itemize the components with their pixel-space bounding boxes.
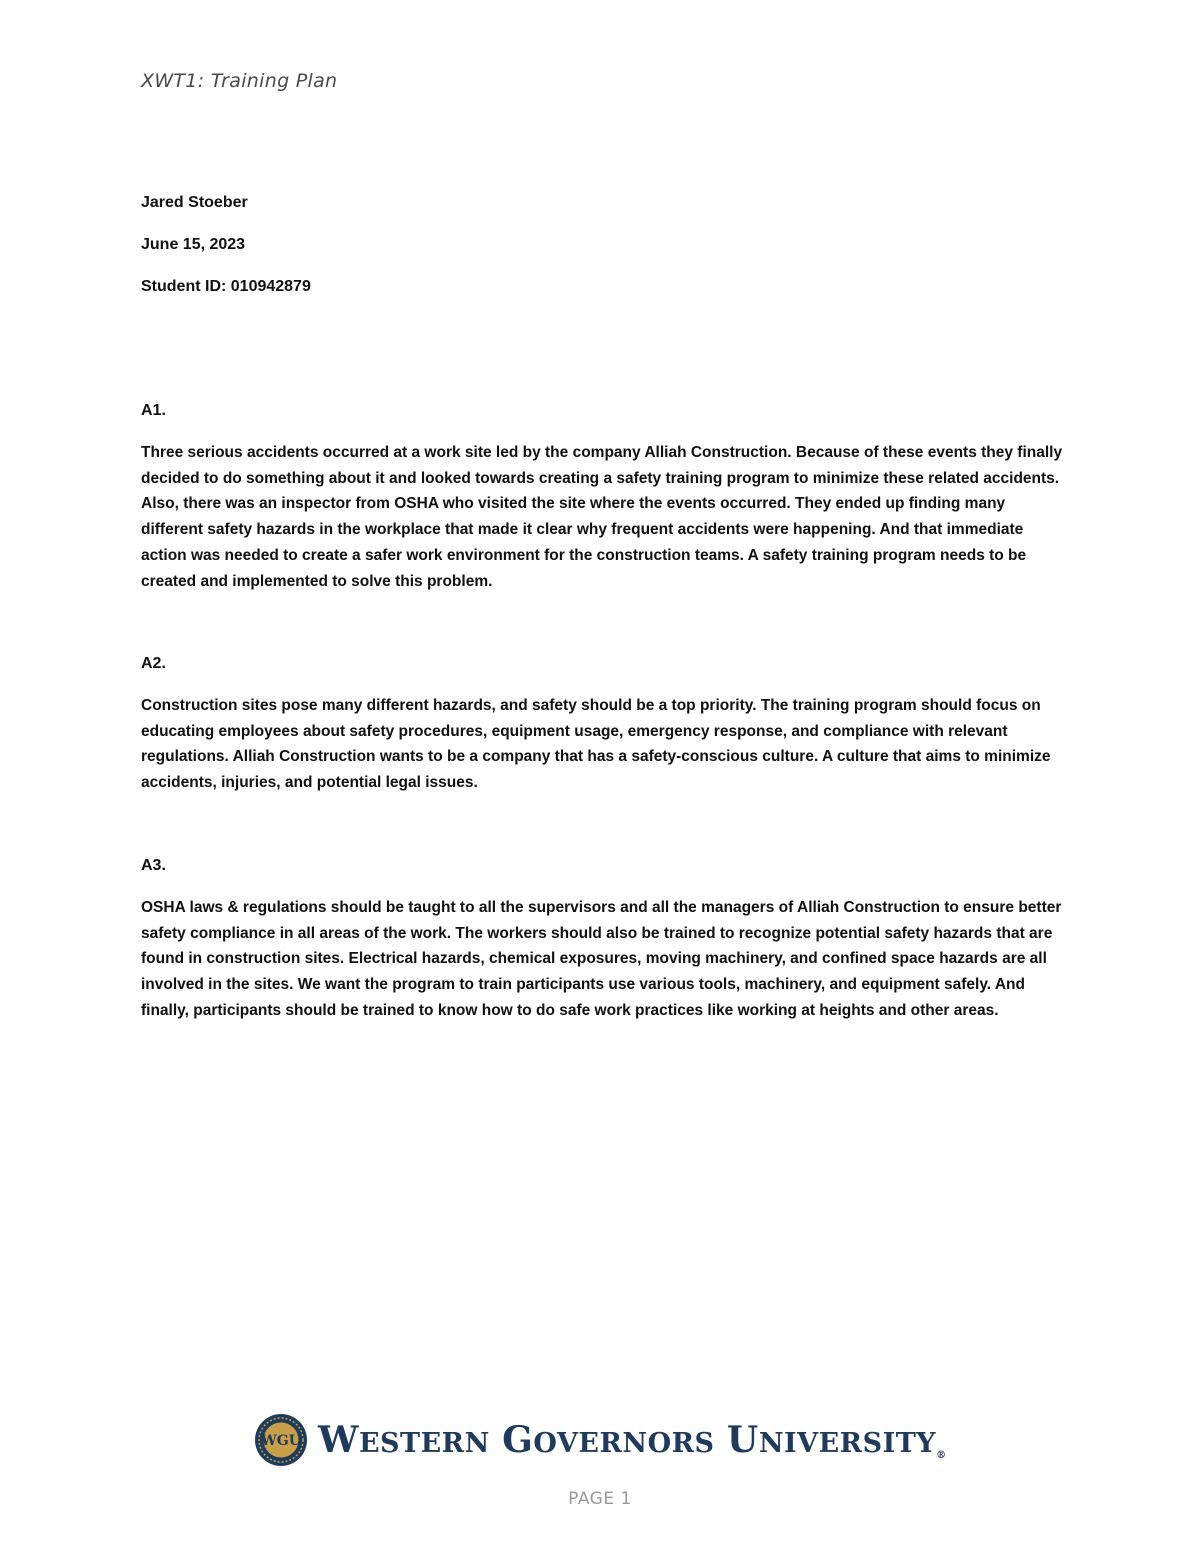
- page-number: PAGE 1: [568, 1489, 632, 1509]
- section-heading-a2: A2.: [141, 655, 166, 672]
- author-name: Jared Stoeber: [141, 194, 248, 211]
- submission-date: June 15, 2023: [141, 236, 246, 253]
- section-body-a3: OSHA laws & regulations should be taught to all the supervisors and all the managers of Alliah Construction to ensure better safety compliance in all areas of the work. The workers should also be trained to recognize potential safety hazards that are found in construction sites. Electrical hazards, chemical exposures, moving machinery, and confined space hazards are all involved in the sites. We want the program to train participants use various tools, machinery, and equipment safely. And finally, participants should be trained to know how to do safe work practices like working at heights and other areas.: [141, 899, 1062, 1019]
- wgu-logo: [254, 1412, 947, 1468]
- section-body-a1: Three serious accidents occurred at a work site led by the company Alliah Construction. Because of these events they finally decided to do something about it and looked towards creating a safety training program to minimize these related accidents. Also, there was an inspector from OSHA who visited the site where the events occurred. They ended up finding many different safety hazards in the workplace that made it clear why frequent accidents were happening. And that immediate action was needed to create a safer work environment for the construction teams. A safety training program needs to be created and implemented to solve this problem.: [141, 444, 1063, 590]
- wgu-seal-icon: [254, 1413, 308, 1467]
- seal-lettering: WGU: [261, 1433, 301, 1449]
- section-heading-a1: A1.: [141, 402, 166, 419]
- section-heading-a3: A3.: [141, 857, 166, 874]
- wgu-wordmark: WESTERN GOVERNORS UNIVERSITY®: [318, 1419, 947, 1461]
- student-id: Student ID: 010942879: [141, 278, 311, 295]
- section-body-a2: Construction sites pose many different hazards, and safety should be a top priority. The training program should focus on educating employees about safety procedures, equipment usage, emergency response, and compliance with relevant regulations. Alliah Construction wants to be a company that has a safety-conscious culture. A culture that aims to minimize accidents, injuries, and potential legal issues.: [141, 697, 1051, 792]
- running-header-title: XWT1: Training Plan: [141, 70, 338, 92]
